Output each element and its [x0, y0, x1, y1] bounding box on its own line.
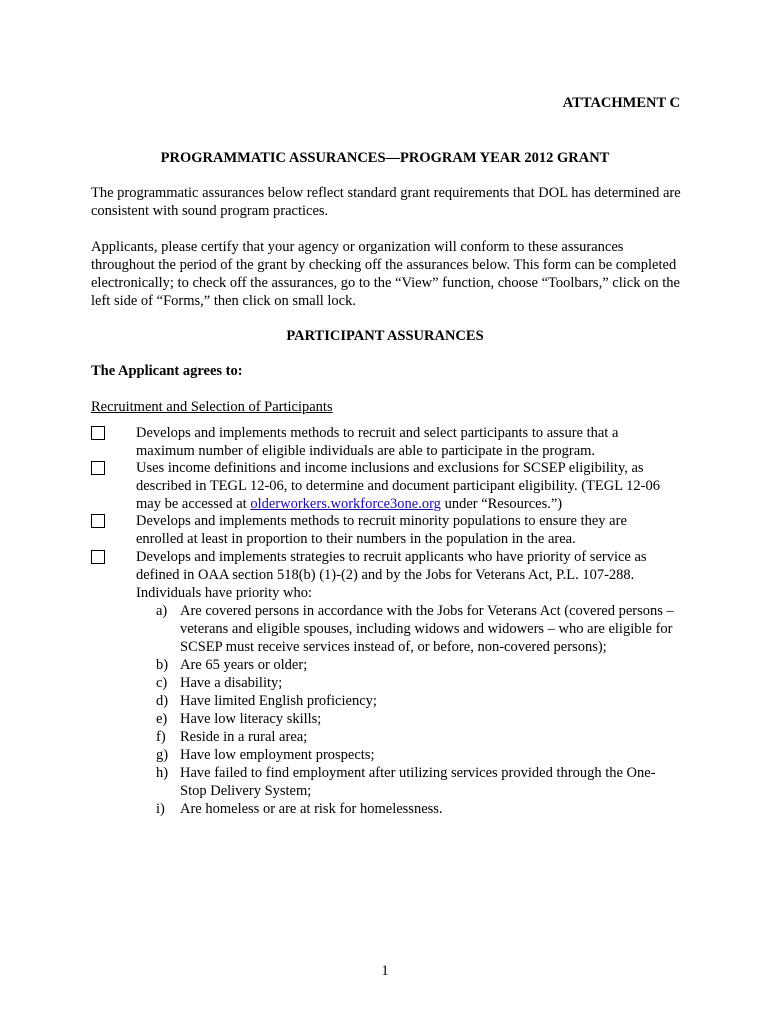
recruitment-section-title: Recruitment and Selection of Participants	[91, 399, 333, 415]
priority-item-a	[136, 602, 676, 656]
priority-marker: i)	[156, 801, 165, 817]
assurance-text-4	[136, 548, 676, 818]
priority-text: Have low employment prospects;	[180, 747, 375, 763]
assurance-text-2	[136, 459, 676, 513]
participant-assurances-heading: PARTICIPANT ASSURANCES	[286, 328, 484, 344]
assurance-checkbox-1[interactable]	[91, 426, 105, 440]
priority-list	[136, 602, 676, 818]
assurance-item-3	[91, 512, 681, 548]
intro-paragraph-2: Applicants, please certify that your agency or organization will conform to these assurances throughout the period of the grant by checking off the assurances below. This form can be completed electronically; to check off the assurances, go to the “View” function, choose “Toolbars,” click on the left side of “Forms,” then click on small lock.	[91, 239, 680, 309]
priority-text: Are homeless or are at risk for homelessness.	[180, 801, 443, 817]
assurance-text-3: Develops and implements methods to recruit minority populations to ensure they are enrolled at least in proportion to their numbers in the population in the area.	[136, 513, 627, 547]
assurance-text-2-after: under “Resources.”)	[440, 496, 563, 512]
priority-item-g	[136, 746, 676, 764]
page-number: 1	[381, 963, 389, 979]
priority-marker: c)	[156, 675, 168, 691]
intro-paragraph-1: The programmatic assurances below reflect standard grant requirements that DOL has determined are consistent with sound program practices.	[91, 185, 681, 219]
priority-marker: d)	[156, 693, 169, 709]
priority-text: Reside in a rural area;	[180, 729, 308, 745]
assurance-text-4-intro: Develops and implements strategies to recruit applicants who have priority of service as defined in OAA section 518(b) (1)-(2) and by the Jobs for Veterans Act, P.L. 107-288. Individuals have priority who:	[136, 549, 647, 601]
priority-text: Are covered persons in accordance with the Jobs for Veterans Act (covered persons – veterans and eligible spouses, including widows and widowers – who are eligible for SCSEP must receive services instead of, or before, non-covered persons);	[180, 603, 674, 655]
document-title: PROGRAMMATIC ASSURANCES—PROGRAM YEAR 2012 GRANT	[160, 150, 610, 166]
assurance-item-1	[91, 424, 681, 460]
assurance-text-2-before: Uses income definitions and income inclusions and exclusions for SCSEP eligibility, as described in TEGL 12-06, to determine and document participant eligibility. (TEGL 12-06 may be accessed at	[136, 460, 661, 512]
priority-marker: h)	[156, 765, 169, 781]
assurance-item-4	[91, 548, 681, 818]
assurance-item-2	[91, 459, 681, 513]
priority-marker: g)	[156, 747, 169, 763]
assurance-checkbox-2[interactable]	[91, 461, 105, 475]
priority-item-f	[136, 728, 676, 746]
priority-item-d	[136, 692, 676, 710]
priority-item-b	[136, 656, 676, 674]
assurance-text-1: Develops and implements methods to recruit and select participants to assure that a maximum number of eligible individuals are able to participate in the program.	[136, 425, 619, 459]
assurance-checkbox-3[interactable]	[91, 514, 105, 528]
priority-text: Have low literacy skills;	[180, 711, 322, 727]
priority-marker: f)	[156, 729, 166, 745]
priority-item-i	[136, 800, 676, 818]
priority-text: Have failed to find employment after utilizing services provided through the One-Stop Delivery System;	[180, 765, 656, 799]
priority-marker: b)	[156, 657, 169, 673]
priority-item-h	[136, 764, 676, 800]
priority-item-c	[136, 674, 676, 692]
priority-text: Have limited English proficiency;	[180, 693, 377, 709]
attachment-label: ATTACHMENT C	[562, 95, 680, 111]
priority-text: Are 65 years or older;	[180, 657, 308, 673]
priority-marker: e)	[156, 711, 168, 727]
assurance-checkbox-4[interactable]	[91, 550, 105, 564]
applicant-agrees-label: The Applicant agrees to:	[91, 363, 243, 379]
priority-marker: a)	[156, 603, 168, 619]
priority-item-e	[136, 710, 676, 728]
olderworkers-link[interactable]: olderworkers.workforce3one.org	[250, 496, 441, 512]
priority-text: Have a disability;	[180, 675, 283, 691]
